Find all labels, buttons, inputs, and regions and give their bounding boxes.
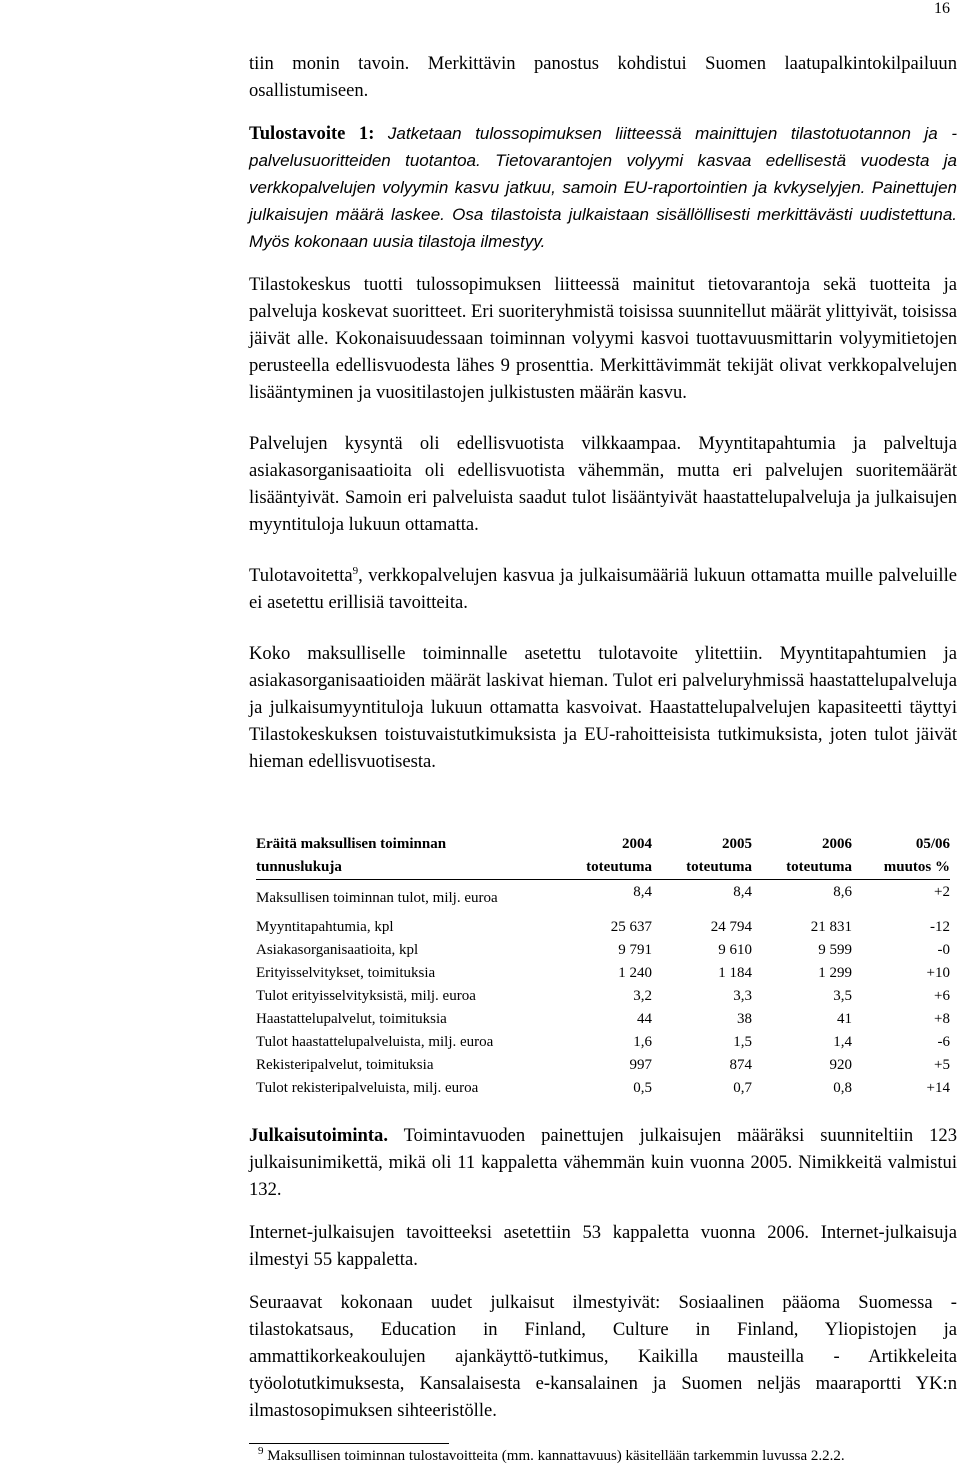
value-2006: 3,5 — [833, 988, 852, 1004]
value-2006: 21 831 — [810, 919, 852, 935]
publishing-section — [249, 1122, 957, 1424]
row-label: Tulot erityisselvityksistä, milj. euroa — [256, 988, 476, 1004]
value-2006: 1 299 — [818, 965, 852, 981]
publishing-heading: Julkaisutoiminta. — [249, 1125, 388, 1146]
paragraph-income-target — [249, 562, 957, 616]
value-change: -6 — [937, 1034, 950, 1050]
table-row — [256, 985, 950, 1008]
table-row — [256, 1077, 950, 1100]
value-2005: 38 — [737, 1011, 752, 1027]
header-indicator: Eräitä maksullisen toiminnan tunnuslukuja — [256, 836, 447, 875]
value-2004: 997 — [629, 1057, 652, 1073]
value-change: +8 — [934, 1011, 950, 1027]
value-2004: 1 240 — [618, 965, 652, 981]
value-2004: 3,2 — [633, 988, 652, 1004]
value-2005: 24 794 — [710, 919, 752, 935]
body-text — [249, 50, 957, 775]
income-target-after: , verkkopalvelujen kasvua ja julkaisumääriä lukuun ottamatta muille palveluille ei asetettu erillisiä tavoitteita. — [249, 565, 957, 613]
value-2006: 8,6 — [752, 880, 852, 917]
row-label: Asiakasorganisaatioita, kpl — [256, 942, 419, 958]
value-change: -0 — [937, 942, 950, 958]
value-2004: 9 791 — [618, 942, 652, 958]
row-label: Maksullisen toiminnan tulot, milj. euroa — [256, 880, 562, 917]
table-body — [256, 880, 950, 1101]
footnote-divider — [249, 1443, 449, 1444]
header-2005: 2005 toteutuma — [686, 836, 752, 875]
table-row — [256, 1054, 950, 1077]
table-row — [256, 939, 950, 962]
paragraph-internet: Internet-julkaisujen tavoitteeksi asetettiin 53 kappaletta vuonna 2006. Internet-julkaisuja ilmestyi 55 kappaletta. — [249, 1222, 957, 1270]
value-change: +6 — [934, 988, 950, 1004]
value-change: +5 — [934, 1057, 950, 1073]
goal-text: Jatketaan tulossopimuksen liitteessä mainittujen tilastotuotannon ja -palvelusuoritteiden tuotantoa. Tietovarantojen volyymi kasvaa edellisestä vuodesta ja verkkopalvelujen volyymin kasvu jatkuu, samoin EU-raportointien ja kvkyselyjen. Painettujen julkaisujen määrä laskee. Osa tilastoista julkaistaan sisällöllisesti merkittävästi uudistettuna. Myös kokonaan uusia tilastoja ilmestyy. — [249, 124, 957, 251]
value-2006: 41 — [837, 1011, 852, 1027]
table-row — [256, 1008, 950, 1031]
value-2006: 0,8 — [833, 1080, 852, 1096]
value-2006: 9 599 — [818, 942, 852, 958]
value-2004: 1,6 — [633, 1034, 652, 1050]
value-2005: 8,4 — [652, 880, 752, 917]
table-row — [256, 916, 950, 939]
header-2006: 2006 toteutuma — [786, 836, 852, 875]
table-row — [256, 962, 950, 985]
value-change: +10 — [926, 965, 950, 981]
value-2005: 9 610 — [718, 942, 752, 958]
paragraph-publishing — [249, 1122, 957, 1203]
footnote-ref: 9 — [352, 564, 359, 577]
row-label: Rekisteripalvelut, toimituksia — [256, 1057, 434, 1073]
value-2004: 8,4 — [562, 880, 652, 917]
goal-label: Tulostavoite 1: — [249, 123, 375, 144]
table-row — [256, 880, 950, 917]
value-2006: 920 — [829, 1057, 852, 1073]
footnote-text: Maksullisen toiminnan tulostavoitteita (mm. kannattavuus) käsitellään tarkemmin luvussa 2.2.2. — [267, 1448, 845, 1464]
row-label: Tulot haastattelupalveluista, milj. euroa — [256, 1034, 494, 1050]
value-change: +14 — [926, 1080, 950, 1096]
row-label: Haastattelupalvelut, toimituksia — [256, 1011, 447, 1027]
value-2006: 1,4 — [833, 1034, 852, 1050]
value-2004: 25 637 — [610, 919, 652, 935]
value-2005: 1 184 — [718, 965, 752, 981]
header-2004: 2004 toteutuma — [586, 836, 652, 875]
footnote-number: 9 — [258, 1445, 264, 1457]
value-2004: 0,5 — [633, 1080, 652, 1096]
paragraph-demand: Palvelujen kysyntä oli edellisvuotista vilkkaampaa. Myyntitapahtumia ja palveltuja asiakasorganisaatioita oli edellisvuotista vähemmän, mutta eri palvelujen suoritemäärät lisääntyivät. Samoin eri palveluista saadut tulot lisääntyivät haastattelupalveluja ja julkaisujen myyntituloja lukuun ottamatta. — [249, 433, 957, 535]
table-header-row — [256, 833, 950, 880]
key-figures-table — [256, 833, 950, 1100]
value-2005: 1,5 — [733, 1034, 752, 1050]
publishing-text: Toimintavuoden painettujen julkaisujen määräksi suunniteltiin 123 julkaisunimikettä, mikä oli 11 kappaletta vähemmän kuin vuonna 2005. Nimikkeitä valmistui 132. — [249, 1125, 957, 1200]
paragraph-output: Tilastokeskus tuotti tulossopimuksen liitteessä mainitut tietovarantoja sekä tuotteita ja palveluja koskevat suoritteet. Eri suoriteryhmistä toisissa suunnitellut määrät ylittyivät, toisissa jäivät alle. Kokonaisuudessaan toiminnan volyymi kasvoi tuottavuusmittarin volyymitietojen perusteella edellisvuodesta lähes 9 prosenttia. Merkittävimmät tekijät olivat verkkopalvelujen lisääntyminen ja vuositilastojen julkistusten määrän kasvu. — [249, 274, 957, 403]
row-label: Erityisselvitykset, toimituksia — [256, 965, 436, 981]
value-change: -12 — [930, 919, 950, 935]
page-number: 16 — [934, 0, 950, 17]
paragraph-new-publications: Seuraavat kokonaan uudet julkaisut ilmestyivät: Sosiaalinen pääoma Suomessa - tilastokatsaus, Education in Finland, Culture in Finland, Yliopistojen ja ammattikorkeakoulujen ajankäyttö-tutkimus, Kaikilla mausteilla - Artikkeleita työolotutkimuksesta, Kansalaisesta e-kansalainen ja Suomen neljäs maaraportti YK:n ilmastosopimuksen sihteeristölle. — [249, 1292, 957, 1421]
row-label: Myyntitapahtumia, kpl — [256, 919, 394, 935]
value-2004: 44 — [637, 1011, 652, 1027]
value-2005: 3,3 — [733, 988, 752, 1004]
row-label: Tulot rekisteripalveluista, milj. euroa — [256, 1080, 479, 1096]
header-change: 05/06 muutos % — [883, 836, 950, 875]
value-change: +2 — [852, 880, 950, 917]
value-2005: 874 — [729, 1057, 752, 1073]
table-row — [256, 1031, 950, 1054]
footnote — [258, 1445, 845, 1465]
value-2005: 0,7 — [733, 1080, 752, 1096]
paragraph-intro: tiin monin tavoin. Merkittävin panostus kohdistui Suomen laatupalkintokilpailuun osallistumiseen. — [249, 53, 957, 101]
income-target-before: Tulotavoitetta — [249, 565, 353, 586]
paragraph-revenue: Koko maksulliselle toiminnalle asetettu tulotavoite ylitettiin. Myyntitapahtumien ja asiakasorganisaatioiden määrät laskivat hieman. Tulot eri palveluryhmissä haastattelupalveluja ja julkaisumyyntituloja lukuun ottamatta kasvoivat. Haastattelupalvelujen kapasiteetti täyttyi Tilastokeskuksen toistuvaistutkimuksista ja EU-rahoitteisista tutkimuksista, joten tulot jäivät hieman edellisvuotisesta. — [249, 643, 957, 772]
result-goal-1 — [249, 120, 957, 255]
